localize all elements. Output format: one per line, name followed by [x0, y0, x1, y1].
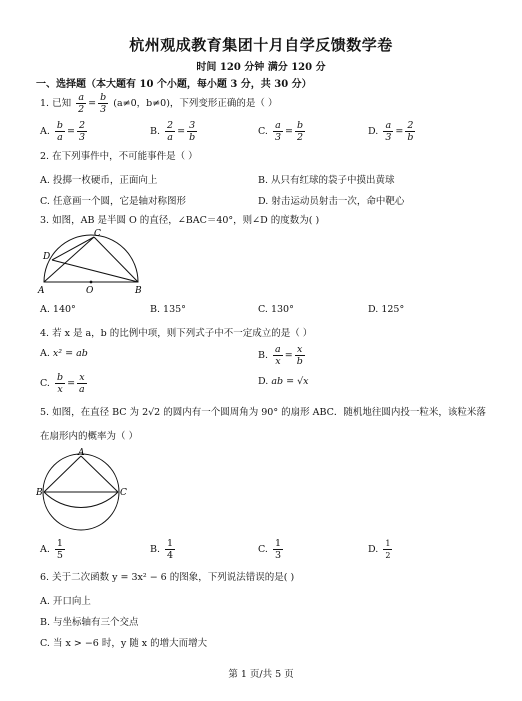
question-3-stem: 3. 如图，AB 是半圆 O 的直径，∠BAC＝40°，则∠D 的度数为( ) [40, 215, 320, 226]
q5-option-a: A. $\frac{1}{5}$ [40, 538, 63, 561]
question-2-stem: 2. 在下列事件中，不可能事件是（ ） [40, 151, 198, 162]
label-a: A [78, 448, 85, 458]
fraction-b-over-3: $\frac{b}{3}$ [100, 92, 107, 115]
semicircle-diagram [36, 228, 146, 296]
q4-option-b: B. $\frac{a}{x}$ = $\frac{x}{b}$ [258, 344, 303, 367]
q3-option-b: B. 135° [150, 304, 186, 315]
q6-option-b: B. 与坐标轴有三个交点 [40, 617, 139, 628]
q4-option-d: D. ab = √x [258, 376, 309, 387]
label-c: C [120, 488, 127, 498]
label-o: O [86, 286, 94, 296]
question-6-stem: 6. 关于二次函数 y = 3x² − 6 的图象，下列说法错误的是( ) [40, 572, 295, 583]
question-5-line1: 5. 如图，在直径 BC 为 2√2 的圆内有一个圆周角为 90° 的扇形 ABC．随机地往圆内投一粒米，该粒米落 [40, 407, 486, 418]
q4-option-c: C. $\frac{b}{x}$ = $\frac{x}{a}$ [40, 372, 85, 395]
q3-option-d: D. 125° [368, 304, 405, 315]
label-a: A [38, 286, 45, 296]
label-b: B [135, 286, 142, 296]
label-d: D [43, 252, 51, 262]
label-b: B [36, 488, 43, 498]
label-c: C [94, 229, 101, 239]
q6-option-a: A. 开口向上 [40, 596, 91, 607]
q2-option-a: A. 投掷一枚硬币，正面向上 [40, 175, 158, 186]
q1-condition: (a≠0，b≠0)，下列变形正确的是（ ） [113, 98, 278, 109]
q4-option-a: A. x² = ab [40, 348, 88, 359]
q1-option-b: B. $\frac{2}{a}$ = $\frac{3}{b}$ [150, 120, 196, 143]
page-title: 杭州观成教育集团十月自学反馈数学卷 [129, 36, 393, 54]
q2-option-c: C. 任意画一个圆，它是轴对称图形 [40, 196, 186, 207]
page-number: 第 1 页/共 5 页 [228, 669, 294, 680]
circle-sector-diagram [36, 446, 128, 538]
question-5-line2: 在扇形内的概率为（ ） [40, 431, 139, 442]
q2-option-d: D. 射击运动员射击一次，命中靶心 [258, 196, 405, 207]
section-heading: 一、选择题（本大题有 10 个小题，每小题 3 分，共 30 分） [36, 79, 312, 90]
question-4-stem: 4. 若 x 是 a，b 的比例中项，则下列式子中不一定成立的是（ ） [40, 328, 313, 339]
q3-option-c: C. 130° [258, 304, 294, 315]
fraction-a-over-2: $\frac{a}{2}$ [78, 92, 85, 115]
q1-option-d: D. $\frac{a}{3}$ = $\frac{2}{b}$ [368, 120, 414, 143]
q1-option-a: A. $\frac{b}{a}$ = $\frac{2}{3}$ [40, 120, 86, 143]
q3-option-a: A. 140° [40, 304, 76, 315]
question-1-stem: 1. 已知 $\frac{a}{2}$ = $\frac{b}{3}$ (a≠0，b≠0)，下列变形正确的是（ ） [40, 92, 278, 115]
q5-option-b: B. $\frac{1}{4}$ [150, 538, 174, 561]
q6-option-c: C. 当 x > −6 时，y 随 x 的增大而增大 [40, 638, 208, 649]
q5-option-c: C. $\frac{1}{3}$ [258, 538, 282, 561]
q1-option-c: C. $\frac{a}{3}$ = $\frac{b}{2}$ [258, 120, 304, 143]
q1-prefix: 1. 已知 [40, 98, 72, 109]
q2-option-b: B. 从只有红球的袋子中摸出黄球 [258, 175, 395, 186]
exam-time-score: 时间 120 分钟 满分 120 分 [196, 62, 326, 73]
q5-option-d: D. $\frac{1}{2}$ [368, 539, 391, 560]
